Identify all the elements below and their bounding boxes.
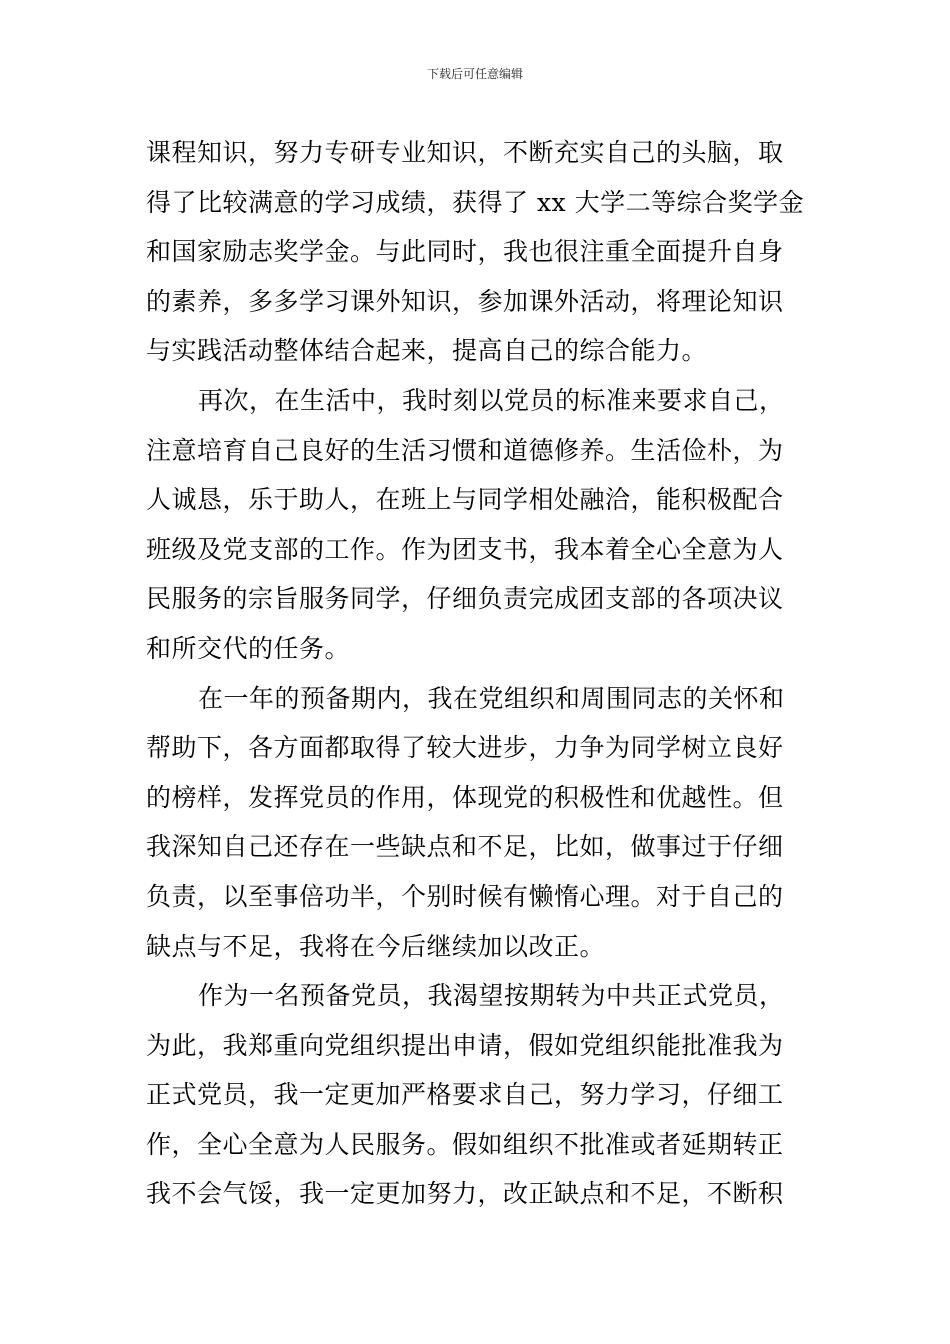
text-line: 负责，以至事倍功半，个别时候有懒惰心理。对于自己的: [146, 881, 784, 911]
text-line: 作为一名预备党员，我渴望按期转为中共正式党员，: [198, 981, 785, 1011]
text-line: 的素养，多多学习课外知识，参加课外活动，将理论知识: [146, 286, 784, 316]
text-line: 班级及党支部的工作。作为团支书，我本着全心全意为人: [146, 534, 784, 564]
text-line: 的榜样，发挥党员的作用，体现党的积极性和优越性。但: [146, 782, 784, 812]
text-line: 为此，我郑重向党组织提出申请，假如党组织能批准我为: [146, 1030, 784, 1060]
header-note: 下载后可任意编辑: [426, 67, 523, 81]
text-line: 我深知自己还存在一些缺点和不足，比如，做事过于仔细: [146, 832, 784, 862]
text-line: 我不会气馁，我一定更加努力，改正缺点和不足，不断积: [146, 1179, 784, 1209]
text-line: 和所交代的任务。: [146, 633, 351, 663]
text-line: 与实践活动整体结合起来，提高自己的综合能力。: [146, 336, 708, 366]
text-line: 注意培育自己良好的生活习惯和道德修养。生活俭朴，为: [146, 435, 784, 465]
body-text: [146, 128, 810, 1219]
text-line: 正式党员，我一定更加严格要求自己，努力学习，仔细工: [146, 1080, 784, 1110]
text-line: 人诚恳，乐于助人，在班上与同学相处融洽，能积极配合: [146, 485, 784, 515]
text-line: 帮助下，各方面都取得了较大进步，力争为同学树立良好: [146, 733, 784, 763]
text-line: 作，全心全意为人民服务。假如组织不批准或者延期转正: [146, 1129, 784, 1159]
text-line: 缺点与不足，我将在今后继续加以改正。: [146, 931, 606, 961]
text-line: 民服务的宗旨服务同学，仔细负责完成团支部的各项决议: [146, 584, 784, 614]
text-line: 再次，在生活中，我时刻以党员的标准来要求自己，: [198, 385, 785, 415]
text-line: 得了比较满意的学习成绩，获得了 xx 大学二等综合奖学金: [146, 187, 805, 217]
text-line: 课程知识，努力专研专业知识，不断充实自己的头脑，取: [146, 138, 784, 167]
text-line: 在一年的预备期内，我在党组织和周围同志的关怀和: [198, 683, 785, 713]
text-line: 和国家励志奖学金。与此同时，我也很注重全面提升自身: [146, 237, 784, 267]
